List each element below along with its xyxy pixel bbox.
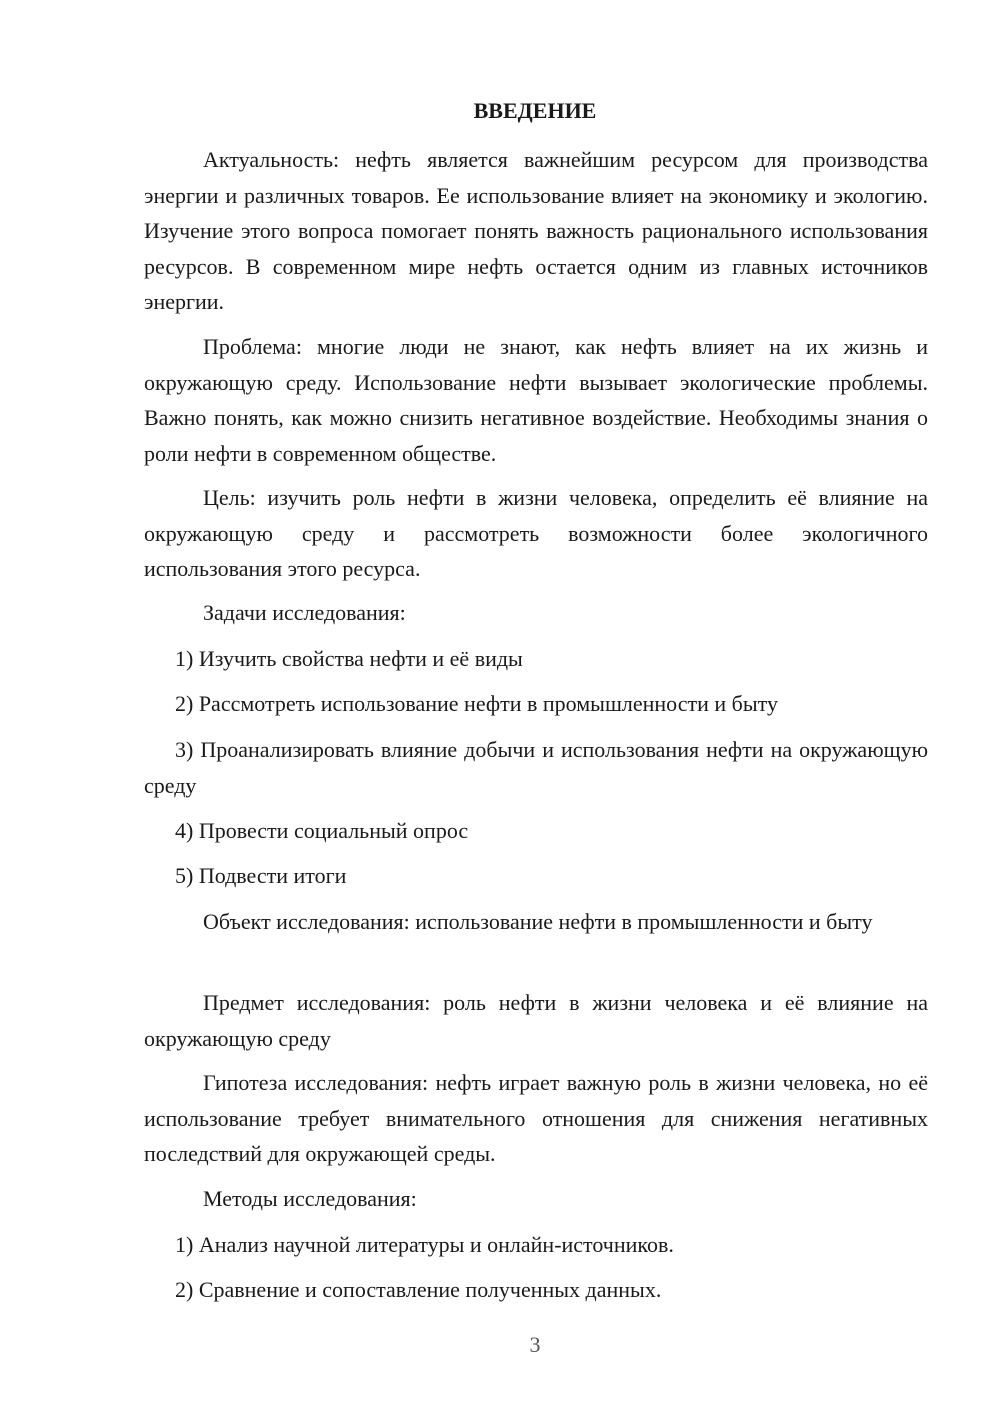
tasks-heading: Задачи исследования: [203,600,406,625]
method-item-2: 2) Сравнение и сопоставление полученных данных. [175,1277,662,1302]
paragraph-subject: Предмет исследования: роль нефти в жизни человека и её влияние на окружающую среду [144,990,928,1051]
task-item-3: 3) Проанализировать влияние добычи и использования нефти на окружающую среду [144,737,928,798]
task-item-5: 5) Подвести итоги [175,863,347,888]
page-number: 3 [529,1332,541,1357]
task-item-4: 4) Провести социальный опрос [175,818,469,843]
paragraph-relevance: Актуальность: нефть является важнейшим ресурсом для производства энергии и различных товаров. Ее использование влияет на экономику и экологию. Изучение этого вопроса помогает понять важность рационального использования ресурсов. В современном мире нефть остается одним из главных источников энергии. [144,147,928,314]
method-item-1: 1) Анализ научной литературы и онлайн-источников. [175,1232,674,1257]
paragraph-object: Объект исследования: использование нефти в промышленности и быту [203,909,873,934]
methods-heading: Методы исследования: [203,1186,417,1211]
paragraph-goal: Цель: изучить роль нефти в жизни человека, определить её влияние на окружающую среду и рассмотреть возможности более экологичного использования этого ресурса. [144,485,928,581]
paragraph-hypothesis: Гипотеза исследования: нефть играет важную роль в жизни человека, но её использование требует внимательного отношения для снижения негативных последствий для окружающей среды. [144,1070,928,1166]
paragraph-problem: Проблема: многие люди не знают, как нефть влияет на их жизнь и окружающую среду. Использование нефти вызывает экологические проблемы. Важно понять, как можно снизить негативное воздействие. Необходимы знания о роли нефти в современном обществе. [144,334,928,466]
page-title: ВВЕДЕНИЕ [473,98,597,123]
task-item-1: 1) Изучить свойства нефти и её виды [175,646,523,671]
task-item-2: 2) Рассмотреть использование нефти в промышленности и быту [175,691,778,716]
